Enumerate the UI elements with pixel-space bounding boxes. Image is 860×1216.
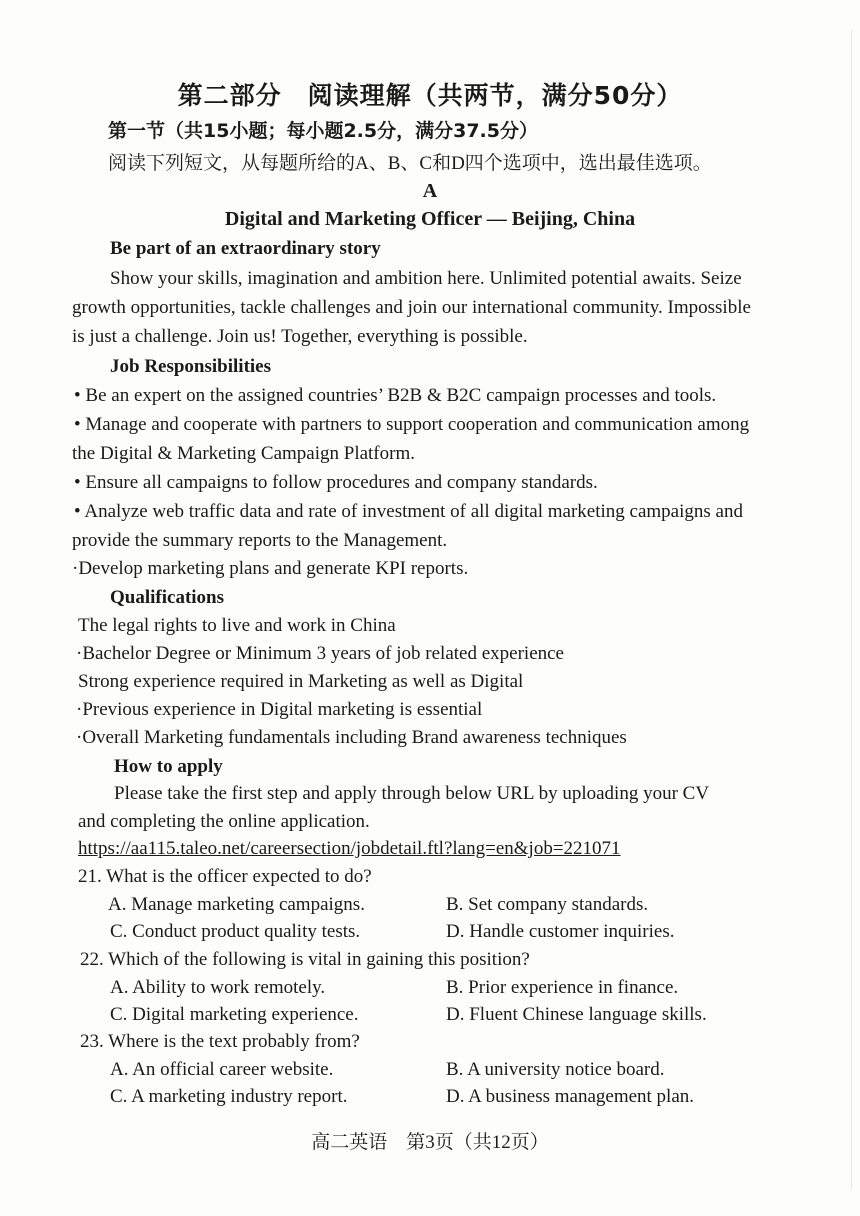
answer-option[interactable]: D. Handle customer inquiries. (446, 921, 675, 942)
responsibility-line: ·Develop marketing plans and generate KPI reports. (72, 558, 469, 579)
page-footer: 高二英语 第3页（共12页） (311, 1132, 549, 1153)
answer-option[interactable]: B. Prior experience in finance. (446, 977, 679, 998)
intro-heading: Be part of an extraordinary story (110, 238, 381, 259)
answer-option[interactable]: A. An official career website. (110, 1059, 334, 1080)
qualification-line: The legal rights to live and work in China (78, 615, 396, 636)
responsibility-line: • Analyze web traffic data and rate of investment of all digital marketing campaigns and (74, 501, 743, 522)
apply-line: and completing the online application. (78, 811, 370, 832)
answer-option[interactable]: D. A business management plan. (446, 1086, 695, 1107)
page-edge-line (851, 30, 852, 1190)
intro-line: Show your skills, imagination and ambition here. Unlimited potential awaits. Seize (110, 268, 742, 289)
answer-option[interactable]: D. Fluent Chinese language skills. (446, 1004, 707, 1025)
job-title: Digital and Marketing Officer — Beijing, China (224, 208, 636, 230)
responsibilities-heading: Job Responsibilities (110, 356, 272, 377)
intro-line: is just a challenge. Join us! Together, everything is possible. (72, 326, 528, 347)
question-stem: 22. Which of the following is vital in gaining this position? (80, 949, 530, 970)
answer-option[interactable]: C. Digital marketing experience. (110, 1004, 359, 1025)
answer-option[interactable]: B. Set company standards. (446, 894, 649, 915)
apply-url-link[interactable]: https://aa115.taleo.net/careersection/jobdetail.ftl?lang=en&job=221071 (78, 838, 621, 859)
question-stem: 23. Where is the text probably from? (80, 1031, 360, 1052)
answer-option[interactable]: A. Ability to work remotely. (110, 977, 326, 998)
qualifications-heading: Qualifications (110, 587, 225, 608)
responsibility-line: • Be an expert on the assigned countries’ B2B & B2C campaign processes and tools. (74, 385, 717, 406)
question-stem: 21. What is the officer expected to do? (78, 866, 372, 887)
instruction: 阅读下列短文，从每题所给的A、B、C和D四个选项中，选出最佳选项。 (108, 153, 712, 174)
apply-line: Please take the first step and apply through below URL by uploading your CV (114, 783, 710, 804)
passage-letter: A (422, 180, 438, 202)
qualification-line: ·Bachelor Degree or Minimum 3 years of job related experience (76, 643, 564, 664)
answer-option[interactable]: B. A university notice board. (446, 1059, 665, 1080)
responsibility-line: the Digital & Marketing Campaign Platform. (72, 443, 415, 464)
qualification-line: ·Previous experience in Digital marketing is essential (76, 699, 483, 720)
qualification-line: ·Overall Marketing fundamentals including Brand awareness techniques (76, 727, 627, 748)
section-title: 第一节（共15小题；每小题2.5分，满分37.5分） (108, 120, 538, 142)
answer-option[interactable]: A. Manage marketing campaigns. (108, 894, 365, 915)
answer-option[interactable]: C. Conduct product quality tests. (110, 921, 361, 942)
responsibility-line: • Ensure all campaigns to follow procedures and company standards. (74, 472, 598, 493)
answer-option[interactable]: C. A marketing industry report. (110, 1086, 348, 1107)
qualification-line: Strong experience required in Marketing as well as Digital (78, 671, 524, 692)
intro-line: growth opportunities, tackle challenges and join our international community. Impossible (72, 297, 751, 318)
responsibility-line: • Manage and cooperate with partners to support cooperation and communication among (74, 414, 750, 435)
part-title: 第二部分 阅读理解（共两节，满分50分） (177, 81, 683, 110)
apply-heading: How to apply (114, 756, 223, 777)
responsibility-line: provide the summary reports to the Management. (72, 530, 448, 551)
